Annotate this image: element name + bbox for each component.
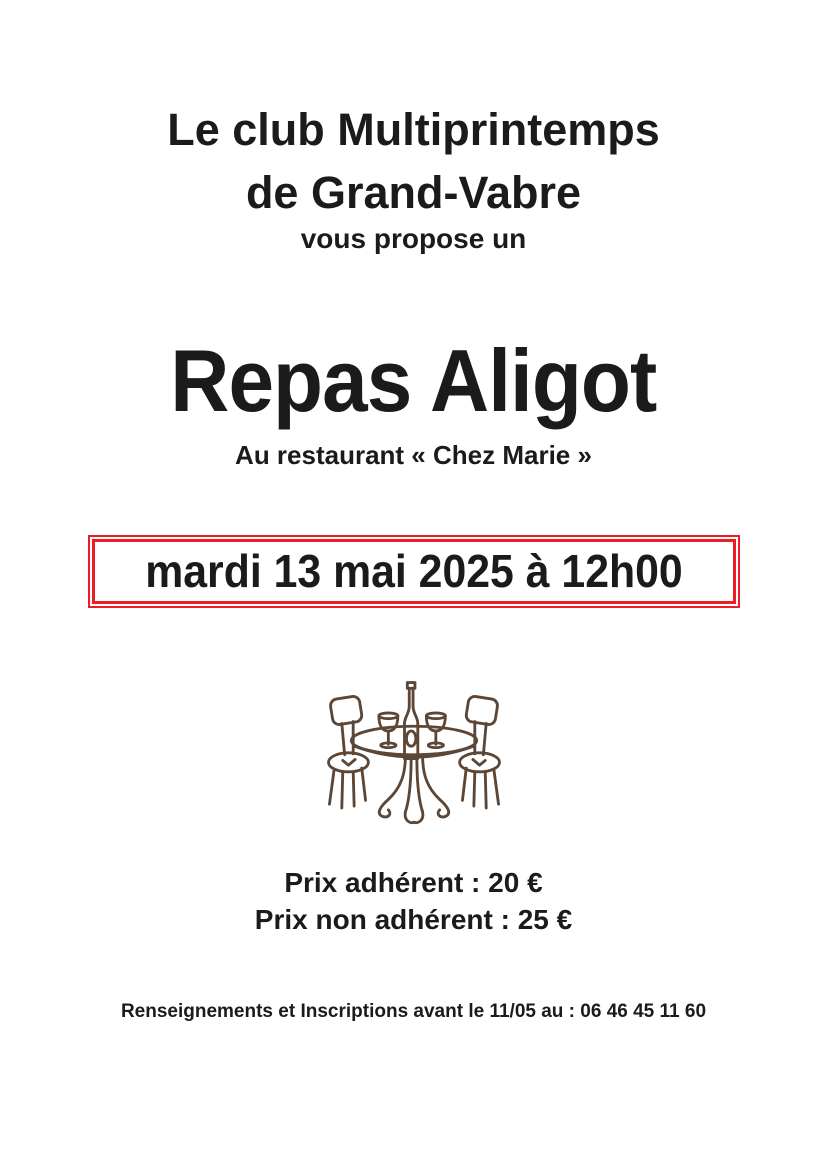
dinner-table-with-chairs-and-wine-icon [0, 672, 827, 828]
tagline: vous propose un [300, 223, 527, 254]
club-title-line1: Le club Multiprintemps [167, 104, 660, 155]
footer-note: Renseignements et Inscriptions avant le 11/05 au : 06 46 45 11 60 [120, 1001, 707, 1022]
prices-block [0, 864, 827, 938]
event-title [0, 325, 827, 437]
table [351, 726, 476, 822]
date-box-inner-frame [92, 539, 736, 604]
date-text: mardi 13 mai 2025 à 12h00 [145, 545, 683, 597]
dinner-table-svg [319, 672, 509, 828]
chair-left [328, 696, 368, 808]
date-box [88, 535, 740, 608]
wine-glass-right [426, 713, 445, 748]
venue-line: Au restaurant « Chez Marie » [235, 440, 592, 470]
wine-bottle [404, 683, 417, 759]
chair-right [459, 696, 499, 808]
price-non-member: Prix non adhérent : 25 € [254, 904, 573, 935]
price-member: Prix adhérent : 20 € [284, 867, 543, 898]
event-title-text: Repas Aligot [170, 331, 657, 430]
club-title [0, 98, 827, 224]
club-title-line2: de Grand-Vabre [245, 167, 582, 218]
wine-glass-left [378, 713, 397, 748]
